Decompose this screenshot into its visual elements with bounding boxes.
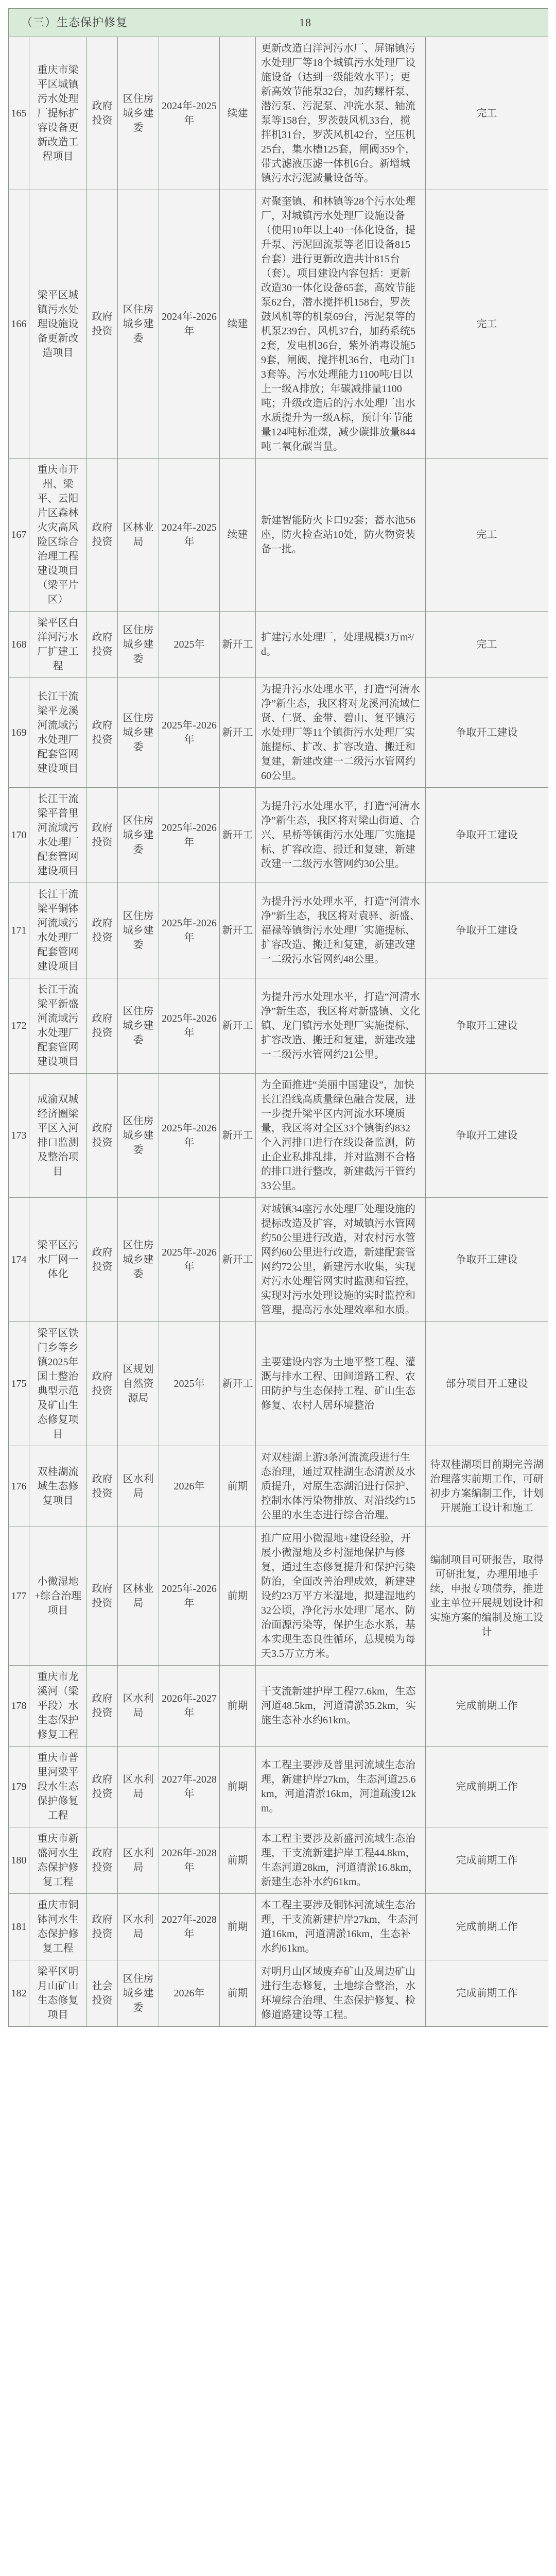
project-table: [8, 8, 548, 2027]
construction-phase: 续建: [220, 190, 256, 459]
project-name: 长江干流梁平铜钵河流域污水处理厂配套管网建设项目: [29, 883, 87, 978]
investment-entity: 社会投资: [87, 1960, 118, 2027]
project-number: 179: [9, 1747, 29, 1827]
project-number: 182: [9, 1960, 29, 2027]
project-row: [9, 678, 548, 788]
responsible-unit: 区住房城乡建委: [118, 1960, 159, 2027]
project-row: [9, 459, 548, 612]
construction-phase: 新开工: [220, 788, 256, 883]
project-name: 重庆市梁平区城镇污水处理厂提标扩容设备更新改造工程项目: [29, 37, 87, 190]
construction-phase: 前期: [220, 1527, 256, 1666]
project-row: [9, 190, 548, 459]
project-row: [9, 883, 548, 978]
project-name: 重庆市龙溪河（梁平段）水生态保护修复工程: [29, 1666, 87, 1747]
construction-phase: 续建: [220, 459, 256, 612]
construction-content: 新建智能防火卡口92套；蓄水池56座，防火检查站10处，防火物资装备一批。: [256, 459, 426, 612]
investment-entity: 政府投资: [87, 612, 118, 678]
project-row: [9, 1960, 548, 2027]
investment-entity: 政府投资: [87, 1446, 118, 1527]
annual-goal: 待双桂湖项目前期完善湖治理落实前期工作，可研初步方案编制工作，计划开展施工设计和施工: [426, 1446, 548, 1527]
responsible-unit: 区林业局: [118, 459, 159, 612]
investment-entity: 政府投资: [87, 883, 118, 978]
investment-entity: 政府投资: [87, 190, 118, 459]
construction-period: 2025年-2026年: [159, 1527, 220, 1666]
investment-entity: 政府投资: [87, 1322, 118, 1446]
project-number: 165: [9, 37, 29, 190]
project-number: 181: [9, 1894, 29, 1960]
project-row: [9, 1527, 548, 1666]
annual-goal: 争取开工建设: [426, 978, 548, 1074]
project-number: 177: [9, 1527, 29, 1666]
construction-phase: 前期: [220, 1894, 256, 1960]
project-row: [9, 788, 548, 883]
project-row: [9, 1827, 548, 1894]
project-number: 170: [9, 788, 29, 883]
responsible-unit: 区住房城乡建委: [118, 190, 159, 459]
construction-period: 2024年-2025年: [159, 459, 220, 612]
construction-content: 为提升污水处理水平，打造“河清水净”新生态，我区将对龙溪河流域仁贤、仁贤、金带、碧山、复平镇污水处理厂等11个镇街污水处理厂实施提标、扩改、扩容改造、搬迁和复建，新建改建一二级污水管网约60公里。: [256, 678, 426, 788]
construction-content: 本工程主要涉及铜钵河流域生态治理，干支流新建护岸27km，生态河道16km，河道清淤16km，生态补水约61km。: [256, 1894, 426, 1960]
annual-goal: 完成前期工作: [426, 1827, 548, 1894]
construction-period: 2027年-2028年: [159, 1894, 220, 1960]
construction-phase: 新开工: [220, 883, 256, 978]
construction-content: 扩建污水处理厂，处理规模3万m³/d。: [256, 612, 426, 678]
annual-goal: 完工: [426, 459, 548, 612]
project-name: 长江干流梁平龙溪河流域污水处理厂配套管网建设项目: [29, 678, 87, 788]
project-name: 梁平区城镇污水处理设施设备更新改造项目: [29, 190, 87, 459]
annual-goal: 争取开工建设: [426, 788, 548, 883]
responsible-unit: 区住房城乡建委: [118, 788, 159, 883]
construction-period: 2025年-2026年: [159, 1074, 220, 1198]
construction-content: 干支流新建护岸工程77.6km，生态河道48.5km，河道清淤35.2km，实施生态补水约61km。: [256, 1666, 426, 1747]
project-name: 重庆市普里河梁平段水生态保护修复工程: [29, 1747, 87, 1827]
annual-goal: 完成前期工作: [426, 1894, 548, 1960]
construction-content: 本工程主要涉及新盛河流域生态治理，干支流新建护岸工程44.8km，生态河道28km，河道清淤16.8km，新建生态补水约61km。: [256, 1827, 426, 1894]
investment-entity: 政府投资: [87, 37, 118, 190]
project-number: 173: [9, 1074, 29, 1198]
project-number: 166: [9, 190, 29, 459]
responsible-unit: 区水利局: [118, 1827, 159, 1894]
project-row: [9, 1894, 548, 1960]
construction-period: 2026年-2028年: [159, 1827, 220, 1894]
responsible-unit: 区水利局: [118, 1666, 159, 1747]
annual-goal: 部分项目开工建设: [426, 1322, 548, 1446]
project-name: 梁平区污水厂网一体化: [29, 1198, 87, 1322]
annual-goal: 完成前期工作: [426, 1666, 548, 1747]
construction-content: 对城镇34座污水处理厂处理设施的提标改造及扩容，对城镇污水管网约50公里进行改造，对农村污水管网约60公里进行改造，新建配套管网约72公里，新建污水收集，实现对污水处理管网实时监测和管控，实现对污水处理设施的实时监控和管理，提高污水处理效率和水质。: [256, 1198, 426, 1322]
project-row: [9, 1322, 548, 1446]
construction-phase: 前期: [220, 1446, 256, 1527]
construction-content: 更新改造白洋河污水厂、屏锦镇污水处理厂等18个城镇污水处理厂设施设备（达到一级能效水平）；更新高效节能泵32台，加药螺杆泵、潜污泵、污泥泵、冲洗水泵、轴流泵等158台，罗茨鼓风机33台，搅拌机31台，罗茨风机42台，空压机25台，集水槽125套，闸阀359个，带式滤液压滤一体机6台。新增城镇污水污泥减量设备等。: [256, 37, 426, 190]
construction-period: 2026年: [159, 1960, 220, 2027]
section-title: （三）生态保护修复: [21, 16, 128, 29]
project-name: 成渝双城经济圈梁平区入河排口监测及整治项目: [29, 1074, 87, 1198]
construction-content: 为全面推进“美丽中国建设”，加快长江沿线高质量绿色融合发展，进一步提升梁平区内河流水环境质量，我区将对全区33个镇街约832个入河排口进行在线设备监测，防止企业私排乱排，并对监测不合格的排口进行整改，新建截污干管约33公里。: [256, 1074, 426, 1198]
construction-phase: 新开工: [220, 978, 256, 1074]
responsible-unit: 区水利局: [118, 1747, 159, 1827]
construction-period: 2024年-2026年: [159, 190, 220, 459]
construction-phase: 新开工: [220, 1198, 256, 1322]
project-number: 178: [9, 1666, 29, 1747]
project-row: [9, 37, 548, 190]
annual-goal: 完工: [426, 190, 548, 459]
annual-goal: 争取开工建设: [426, 1198, 548, 1322]
responsible-unit: 区住房城乡建委: [118, 612, 159, 678]
project-name: 重庆市铜钵河水生态保护修复工程: [29, 1894, 87, 1960]
section-header-row: [9, 9, 548, 37]
project-number: 175: [9, 1322, 29, 1446]
project-number: 169: [9, 678, 29, 788]
investment-entity: 政府投资: [87, 1198, 118, 1322]
project-row: [9, 1074, 548, 1198]
construction-content: 对明月山区域废弃矿山及周边矿山进行生态修复，土地综合整治，水环境综合治理、生态保护修复、检修道路建设等工程。: [256, 1960, 426, 2027]
project-name: 重庆市新盛河水生态保护修复工程: [29, 1827, 87, 1894]
construction-content: 对双桂湖上游3条河流流段进行生态治理，通过双桂湖生态清淤及水质提升，对原生态湖泊进行保护、控制水体污染物排放、对沿线约15公里的水生态进行综合治理。: [256, 1446, 426, 1527]
annual-goal: 编制项目可研报告，取得可研批复，办理用地手续，申报专项债券，推进业主单位开展规划设计和实施方案的编制及施工设计: [426, 1527, 548, 1666]
construction-phase: 新开工: [220, 1074, 256, 1198]
construction-period: 2024年-2025年: [159, 37, 220, 190]
project-number: 174: [9, 1198, 29, 1322]
investment-entity: 政府投资: [87, 978, 118, 1074]
construction-period: 2025年-2026年: [159, 1198, 220, 1322]
responsible-unit: 区规划自然资源局: [118, 1322, 159, 1446]
annual-goal: 争取开工建设: [426, 1074, 548, 1198]
project-row: [9, 978, 548, 1074]
construction-period: 2025年-2026年: [159, 788, 220, 883]
annual-goal: 完成前期工作: [426, 1747, 548, 1827]
responsible-unit: 区住房城乡建委: [118, 37, 159, 190]
construction-content: 本工程主要涉及普里河流域生态治理，新建护岸27km，生态河道25.6km，河道清淤16km，河道疏浚12km。: [256, 1747, 426, 1827]
construction-phase: 新开工: [220, 678, 256, 788]
investment-entity: 政府投资: [87, 1894, 118, 1960]
construction-phase: 前期: [220, 1827, 256, 1894]
construction-phase: 前期: [220, 1747, 256, 1827]
investment-entity: 政府投资: [87, 1827, 118, 1894]
responsible-unit: 区住房城乡建委: [118, 678, 159, 788]
construction-period: 2025年-2026年: [159, 678, 220, 788]
investment-entity: 政府投资: [87, 1666, 118, 1747]
investment-entity: 政府投资: [87, 788, 118, 883]
construction-period: 2026年-2027年: [159, 1666, 220, 1747]
project-name: 小微湿地+综合治理项目: [29, 1527, 87, 1666]
project-row: [9, 612, 548, 678]
section-header: [9, 9, 548, 37]
construction-period: 2026年: [159, 1446, 220, 1527]
project-number: 180: [9, 1827, 29, 1894]
responsible-unit: 区住房城乡建委: [118, 1198, 159, 1322]
construction-content: 推广应用小微湿地+建设经验，开展小微湿地及乡村湿地保护与修复，通过生态修复提升和保护污染防治，全面改善治理成效，新建建设约23万平方米湿地，拟建湿地约32公顷，净化污水处理厂尾水、防治面源污染等，保护生态水系，基本实现生态良性循环，总规模为每天3.5万立方米。: [256, 1527, 426, 1666]
construction-period: 2025年: [159, 612, 220, 678]
project-name: 长江干流梁平普里河流域污水处理厂配套管网建设项目: [29, 788, 87, 883]
construction-phase: 新开工: [220, 612, 256, 678]
construction-phase: 前期: [220, 1960, 256, 2027]
project-name: 梁平区白洋河污水厂扩建工程: [29, 612, 87, 678]
annual-goal: 完工: [426, 612, 548, 678]
project-number: 172: [9, 978, 29, 1074]
construction-content: 对聚奎镇、和林镇等28个污水处理厂，对城镇污水处理厂设施设备（使用10年以上40一体化设备，提升泵、污泥回流泵等老旧设备815台套）进行更新改造共计815台（套）。项目建设内容包括：更新改造30一体化设备65套，高效节能泵62台，潜水搅拌机158台，罗茨鼓风机等的机泵69台，污泥泵等的机泵239台，风机37台，加药系统52套，发电机36台，紫外消毒设施59套，闸阀，搅拌机36台，电动门13套等。污水处理能力1100吨/日以上一级A排放；年碳减排量1100吨；升级改造后的污水处理厂出水水质提升为一级A标，预计年节能量124吨标准煤，减少碳排放量844吨二氧化碳当量。: [256, 190, 426, 459]
responsible-unit: 区住房城乡建委: [118, 883, 159, 978]
project-name: 长江干流梁平新盛河流域污水处理厂配套管网建设项目: [29, 978, 87, 1074]
project-number: 167: [9, 459, 29, 612]
annual-goal: 完工: [426, 37, 548, 190]
construction-phase: 续建: [220, 37, 256, 190]
investment-entity: 政府投资: [87, 1747, 118, 1827]
investment-entity: 政府投资: [87, 678, 118, 788]
project-name: 双桂湖流域生态修复项目: [29, 1446, 87, 1527]
section-project-count: 18: [299, 16, 311, 29]
responsible-unit: 区水利局: [118, 1894, 159, 1960]
responsible-unit: 区住房城乡建委: [118, 978, 159, 1074]
construction-period: 2025年: [159, 1322, 220, 1446]
project-rows: [9, 37, 548, 2027]
construction-content: 主要建设内容为土地平整工程、灌溉与排水工程、田间道路工程、农田防护与生态保持工程、矿山生态修复、农村人居环境整治: [256, 1322, 426, 1446]
construction-content: 为提升污水处理水平，打造“河清水净”新生态，我区将对梁山街道、合兴、星桥等镇街污水处理厂实施提标、扩容改造、搬迁和复建，新建改建一二级污水管网约30公里。: [256, 788, 426, 883]
project-name: 梁平区铁门乡等乡镇2025年国土整治典型示范及矿山生态修复项目: [29, 1322, 87, 1446]
construction-content: 为提升污水处理水平，打造“河清水净”新生态，我区将对袁驿、新盛、福禄等镇街污水处理厂实施提标、扩容改造、搬迁和复建，新建改建一二级污水管网约48公里。: [256, 883, 426, 978]
project-row: [9, 1446, 548, 1527]
project-row: [9, 1198, 548, 1322]
annual-goal: 完成前期工作: [426, 1960, 548, 2027]
project-number: 171: [9, 883, 29, 978]
project-name: 重庆市开州、梁平、云阳片区森林火灾高风险区综合治理工程建设项目（梁平片区）: [29, 459, 87, 612]
construction-period: 2025年-2026年: [159, 883, 220, 978]
responsible-unit: 区水利局: [118, 1446, 159, 1527]
responsible-unit: 区住房城乡建委: [118, 1074, 159, 1198]
project-number: 168: [9, 612, 29, 678]
annual-goal: 争取开工建设: [426, 678, 548, 788]
construction-period: 2027年-2028年: [159, 1747, 220, 1827]
construction-phase: 新开工: [220, 1322, 256, 1446]
construction-period: 2025年-2026年: [159, 978, 220, 1074]
investment-entity: 政府投资: [87, 1074, 118, 1198]
construction-phase: 前期: [220, 1666, 256, 1747]
annual-goal: 争取开工建设: [426, 883, 548, 978]
construction-content: 为提升污水处理水平，打造“河清水净”新生态，我区将对新盛镇、文化镇、龙门镇污水处理厂实施提标、扩容改造、搬迁和复建，新建改建一二级污水管网约21公里。: [256, 978, 426, 1074]
investment-entity: 政府投资: [87, 459, 118, 612]
investment-entity: 政府投资: [87, 1527, 118, 1666]
project-name: 梁平区明月山矿山生态修复项目: [29, 1960, 87, 2027]
project-row: [9, 1747, 548, 1827]
responsible-unit: 区林业局: [118, 1527, 159, 1666]
project-number: 176: [9, 1446, 29, 1527]
project-row: [9, 1666, 548, 1747]
